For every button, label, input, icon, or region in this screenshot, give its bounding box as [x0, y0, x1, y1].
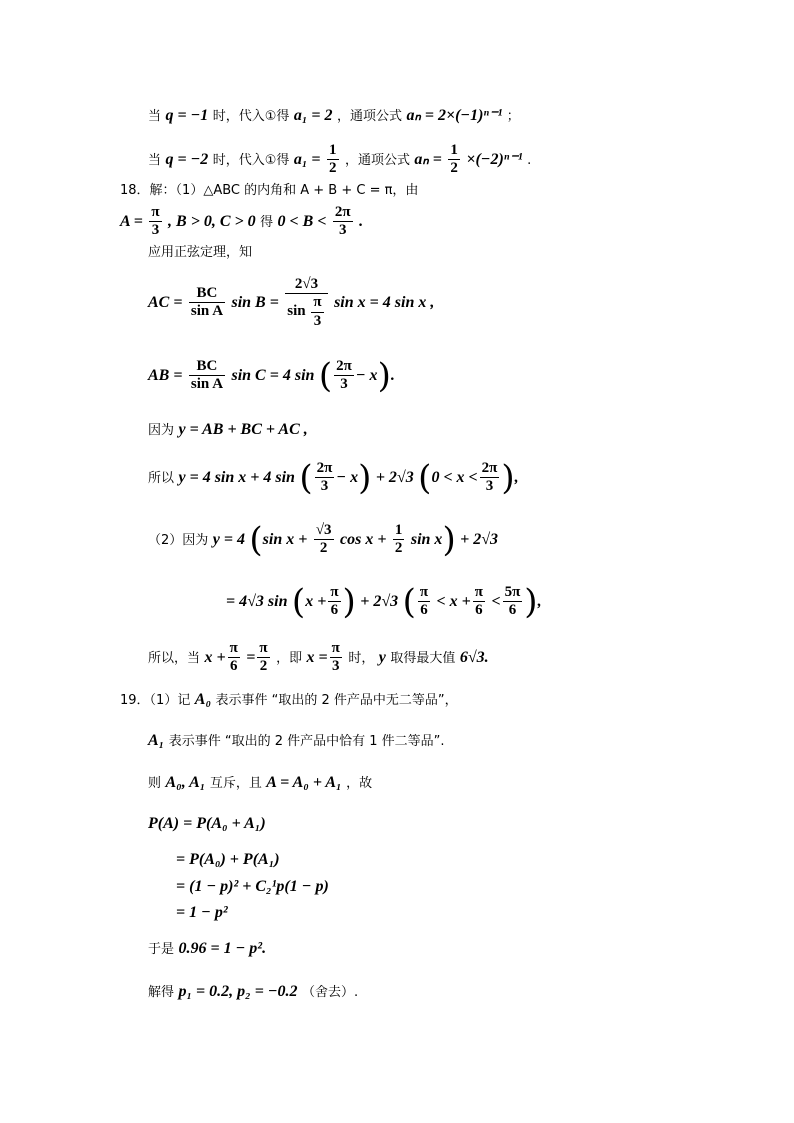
line-q-minus-2: 当 q = −2 时，代入①得 a₁ = $\frac{1}{2}$ ，通项公式 aₙ = $\frac{1}{2}$ ×(−2)ⁿ⁻¹ .	[148, 142, 532, 177]
fraction: $\frac{√3}{2}$	[315, 522, 332, 557]
q19-line5: 解得 p₁ = 0.2, p₂ = −0.2 （舍去）.	[148, 983, 359, 1000]
q19-line3: 则 A₀, A₁ 互斥，且 A = A₀ + A₁ ，故	[148, 774, 373, 791]
fraction: $\frac{2\pi}{3}$	[336, 358, 352, 393]
fraction: $\frac{1}{2}$	[450, 142, 458, 177]
fraction: $\frac{\pi}{6}$	[330, 584, 339, 619]
fraction: $\frac{2\pi}{3}$	[481, 460, 498, 495]
fraction: $\frac{1}{2}$	[394, 522, 403, 557]
q18-conditions: A = $\frac{\pi}{3}$ , B > 0, C > 0 得 0 < B < $\frac{2\pi}{3}$ .	[120, 204, 364, 239]
line-q-minus-1: 当 q = −1 时，代入①得 a₁ = 2 ，通项公式 aₙ = 2×(−1)ⁿ⁻¹ ；	[148, 107, 520, 124]
q18-y-definition: 因为 y = AB + BC + AC ,	[148, 421, 308, 438]
q19-eq4: = 1 − p²	[176, 904, 228, 921]
fraction: $\frac{\pi}{2}$	[259, 640, 268, 675]
q18-part2: （2）因为 y = 4 (sin x + $\frac{√3}{2}$ cos x + $\frac{1}{2}$ sin x) + 2√3	[148, 519, 499, 560]
q19-eq1: P(A) = P(A₀ + A₁)	[148, 815, 266, 832]
fraction: $\frac{\pi}{3}$	[151, 204, 160, 239]
fraction: $\frac{2\pi}{3}$	[334, 204, 351, 239]
q19-eq3: = (1 − p)² + C₂¹p(1 − p)	[176, 878, 329, 895]
q18-conclusion: 所以，当 x + $\frac{\pi}{6}$ = $\frac{\pi}{2}$ ，即 x = $\frac{\pi}{3}$ 时， y 取得最大值 6√3.	[148, 640, 489, 675]
q18-ac-equation: AC = $\frac{BC}{\text{sin A}}$ sin B = 2√3 sin $\frac{\pi}{3}$ sin x = 4 sin x ,	[148, 276, 435, 329]
q19-line4: 于是 0.96 = 1 − p².	[148, 940, 267, 957]
q18-sine-rule: 应用正弦定理，知	[148, 245, 253, 260]
fraction: $\frac{\pi}{6}$	[229, 640, 238, 675]
fraction: 2√3 sin $\frac{\pi}{3}$	[285, 276, 327, 330]
q18-ab-equation: AB = $\frac{BC}{\text{sin A}}$ sin C = 4 sin ( $\frac{2\pi}{3}$ − x).	[148, 355, 395, 396]
fraction: $\frac{2\pi}{3}$	[316, 460, 333, 495]
fraction: $\frac{BC}{\text{sin A}}$	[190, 358, 224, 393]
fraction: $\frac{5\pi}{6}$	[504, 584, 521, 619]
q18-header: 18．解：（1）△ABC 的内角和 A + B + C = π，由	[120, 183, 419, 198]
q18-simplified: = 4√3 sin (x + $\frac{\pi}{6}$ ) + 2√3 ( $\frac{\pi}{6}$ < x + $\frac{\pi}{6}$ < $\frac{5\pi}{6}$ ),	[226, 581, 542, 622]
q19-line2: A₁ 表示事件 “取出的 2 件产品中恰有 1 件二等品”.	[148, 732, 445, 749]
q18-y-expression: 所以 y = 4 sin x + 4 sin ( $\frac{2\pi}{3}$ − x) + 2√3 (0 < x < $\frac{2\pi}{3}$ ),	[148, 457, 519, 498]
q19-eq2: = P(A₀) + P(A₁)	[176, 851, 280, 868]
fraction: $\frac{BC}{\text{sin A}}$	[190, 285, 224, 320]
fraction: $\frac{1}{2}$	[329, 142, 337, 177]
fraction: $\frac{\pi}{6}$	[419, 584, 429, 619]
fraction: $\frac{\pi}{6}$	[474, 584, 483, 619]
fraction: $\frac{\pi}{3}$	[331, 640, 340, 675]
q19-line1: 19．（1）记 A₀ 表示事件 “取出的 2 件产品中无二等品”，	[120, 691, 458, 708]
